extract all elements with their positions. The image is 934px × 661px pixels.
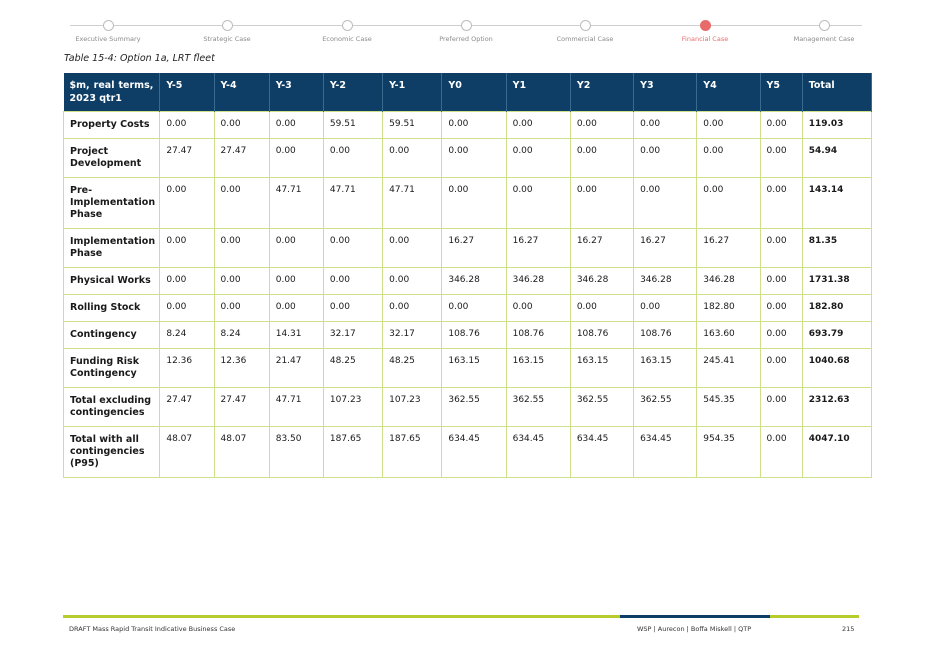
table-cell: 108.76 [442, 322, 506, 349]
table-cell: 16.27 [506, 229, 570, 268]
nav-step-label: Management Case [793, 35, 855, 43]
table-row [64, 349, 872, 388]
row-label: Contingency [64, 322, 160, 349]
active-step-dot-icon [700, 20, 711, 31]
table-cell: 0.00 [160, 295, 214, 322]
table-cell: 634.45 [570, 427, 633, 478]
table-cell: 954.35 [697, 427, 760, 478]
table-row [64, 322, 872, 349]
table-cell: 0.00 [506, 112, 570, 139]
table-cell: 0.00 [634, 112, 697, 139]
nav-step-label: Economic Case [322, 35, 372, 43]
table-cell: 16.27 [442, 229, 506, 268]
table-cell: 163.15 [506, 349, 570, 388]
table-cell: 48.25 [383, 349, 442, 388]
table-cell: 0.00 [323, 139, 382, 178]
column-header: Y4 [697, 73, 760, 112]
table-cell: 163.15 [634, 349, 697, 388]
table-cell: 21.47 [269, 349, 323, 388]
column-header: Y-5 [160, 73, 214, 112]
table-cell: 346.28 [442, 268, 506, 295]
footer-document-title: DRAFT Mass Rapid Transit Indicative Business Case [69, 625, 236, 633]
table-cell: 0.00 [214, 112, 269, 139]
row-label: Property Costs [64, 112, 160, 139]
table-cell: 16.27 [697, 229, 760, 268]
table-cell: 0.00 [214, 295, 269, 322]
step-dot-icon [222, 20, 233, 31]
table-caption: Table 15-4: Option 1a, LRT fleet [64, 53, 215, 64]
table-cell: 346.28 [697, 268, 760, 295]
footer-rule-accent [620, 615, 770, 618]
table-cell: 163.15 [570, 349, 633, 388]
table-row [64, 112, 872, 139]
table-cell: 0.00 [506, 178, 570, 229]
table-cell: 107.23 [383, 388, 442, 427]
table-cell: 48.07 [214, 427, 269, 478]
table-cell: 346.28 [506, 268, 570, 295]
total-cell: 4047.10 [802, 427, 871, 478]
column-header: $m, real terms, 2023 qtr1 [64, 73, 160, 112]
cost-table [63, 73, 872, 478]
row-label: Pre-Implementation Phase [64, 178, 160, 229]
total-cell: 2312.63 [802, 388, 871, 427]
total-cell: 143.14 [802, 178, 871, 229]
page-number: 215 [842, 625, 855, 633]
section-progress-nav [62, 14, 870, 48]
table-cell: 0.00 [323, 295, 382, 322]
table-cell: 12.36 [214, 349, 269, 388]
table-cell: 182.80 [697, 295, 760, 322]
table-cell: 0.00 [570, 178, 633, 229]
table-cell: 27.47 [160, 139, 214, 178]
column-header: Y-1 [383, 73, 442, 112]
table-cell: 0.00 [269, 295, 323, 322]
table-cell: 14.31 [269, 322, 323, 349]
table-row [64, 139, 872, 178]
table-row [64, 295, 872, 322]
table-cell: 27.47 [214, 388, 269, 427]
column-header: Y-2 [323, 73, 382, 112]
table-cell: 0.00 [383, 229, 442, 268]
table-cell: 0.00 [634, 139, 697, 178]
nav-step[interactable] [48, 14, 168, 43]
table-cell: 0.00 [214, 178, 269, 229]
table-cell: 27.47 [214, 139, 269, 178]
table-cell: 163.60 [697, 322, 760, 349]
table-cell: 0.00 [160, 178, 214, 229]
nav-step-label: Strategic Case [203, 35, 251, 43]
table-cell: 0.00 [160, 112, 214, 139]
table-cell: 0.00 [760, 268, 802, 295]
row-label: Rolling Stock [64, 295, 160, 322]
table-cell: 362.55 [442, 388, 506, 427]
step-dot-icon [461, 20, 472, 31]
table-cell: 48.07 [160, 427, 214, 478]
table-cell: 32.17 [323, 322, 382, 349]
row-label: Implementation Phase [64, 229, 160, 268]
table-cell: 0.00 [269, 268, 323, 295]
nav-step[interactable] [167, 14, 287, 43]
table-cell: 108.76 [634, 322, 697, 349]
table-cell: 0.00 [442, 112, 506, 139]
column-header: Total [802, 73, 871, 112]
table-cell: 346.28 [570, 268, 633, 295]
table-cell: 0.00 [760, 349, 802, 388]
total-cell: 81.35 [802, 229, 871, 268]
column-header: Y5 [760, 73, 802, 112]
table-cell: 0.00 [269, 112, 323, 139]
nav-step-label: Commercial Case [556, 35, 614, 43]
column-header: Y1 [506, 73, 570, 112]
table-cell: 47.71 [323, 178, 382, 229]
table-cell: 16.27 [634, 229, 697, 268]
step-dot-icon [103, 20, 114, 31]
table-cell: 634.45 [506, 427, 570, 478]
table-cell: 108.76 [506, 322, 570, 349]
table-row [64, 427, 872, 478]
table-cell: 0.00 [323, 268, 382, 295]
table-cell: 0.00 [442, 295, 506, 322]
table-cell: 0.00 [570, 112, 633, 139]
step-dot-icon [819, 20, 830, 31]
table-cell: 362.55 [570, 388, 633, 427]
table-cell: 634.45 [442, 427, 506, 478]
table-row [64, 178, 872, 229]
nav-step[interactable] [406, 14, 526, 43]
table-cell: 187.65 [383, 427, 442, 478]
table-cell: 0.00 [214, 268, 269, 295]
table-cell: 0.00 [634, 295, 697, 322]
table-cell: 48.25 [323, 349, 382, 388]
column-header: Y2 [570, 73, 633, 112]
table-cell: 0.00 [323, 229, 382, 268]
step-dot-icon [342, 20, 353, 31]
table-cell: 0.00 [760, 178, 802, 229]
table-cell: 8.24 [160, 322, 214, 349]
table-cell: 0.00 [570, 295, 633, 322]
nav-step[interactable] [764, 14, 884, 43]
table-cell: 27.47 [160, 388, 214, 427]
table-cell: 0.00 [383, 268, 442, 295]
table-cell: 0.00 [760, 229, 802, 268]
row-label: Total excluding contingencies [64, 388, 160, 427]
table-cell: 187.65 [323, 427, 382, 478]
table-row [64, 268, 872, 295]
table-cell: 47.71 [269, 178, 323, 229]
table-cell: 108.76 [570, 322, 633, 349]
table-cell: 0.00 [760, 427, 802, 478]
table-cell: 8.24 [214, 322, 269, 349]
row-label: Total with all contingencies (P95) [64, 427, 160, 478]
table-cell: 0.00 [760, 139, 802, 178]
table-cell: 0.00 [442, 178, 506, 229]
nav-step-label: Preferred Option [439, 35, 493, 43]
table-cell: 47.71 [383, 178, 442, 229]
table-cell: 0.00 [506, 295, 570, 322]
table-cell: 163.15 [442, 349, 506, 388]
table-cell: 0.00 [760, 322, 802, 349]
table-cell: 0.00 [697, 139, 760, 178]
nav-step[interactable] [645, 14, 765, 43]
total-cell: 119.03 [802, 112, 871, 139]
table-cell: 0.00 [160, 268, 214, 295]
table-cell: 0.00 [760, 112, 802, 139]
step-dot-icon [580, 20, 591, 31]
total-cell: 1040.68 [802, 349, 871, 388]
table-cell: 0.00 [214, 229, 269, 268]
nav-step-label: Executive Summary [75, 35, 141, 43]
table-row [64, 388, 872, 427]
row-label: Physical Works [64, 268, 160, 295]
table-cell: 0.00 [570, 139, 633, 178]
nav-step[interactable] [525, 14, 645, 43]
table-cell: 59.51 [323, 112, 382, 139]
table-cell: 0.00 [160, 229, 214, 268]
row-label: Project Development [64, 139, 160, 178]
table-row [64, 229, 872, 268]
table-cell: 16.27 [570, 229, 633, 268]
table-cell: 0.00 [760, 388, 802, 427]
total-cell: 1731.38 [802, 268, 871, 295]
nav-step-label: Financial Case [681, 35, 729, 43]
table-header-row [64, 73, 872, 112]
column-header: Y3 [634, 73, 697, 112]
table-cell: 0.00 [383, 139, 442, 178]
table-cell: 0.00 [634, 178, 697, 229]
nav-step[interactable] [287, 14, 407, 43]
table-cell: 12.36 [160, 349, 214, 388]
table-cell: 32.17 [383, 322, 442, 349]
table-cell: 362.55 [634, 388, 697, 427]
table-cell: 0.00 [383, 295, 442, 322]
row-label: Funding Risk Contingency [64, 349, 160, 388]
table-cell: 107.23 [323, 388, 382, 427]
table-cell: 634.45 [634, 427, 697, 478]
total-cell: 54.94 [802, 139, 871, 178]
table-cell: 0.00 [269, 229, 323, 268]
table-cell: 59.51 [383, 112, 442, 139]
column-header: Y-3 [269, 73, 323, 112]
total-cell: 693.79 [802, 322, 871, 349]
table-cell: 545.35 [697, 388, 760, 427]
table-cell: 0.00 [697, 178, 760, 229]
table-cell: 0.00 [697, 112, 760, 139]
table-cell: 346.28 [634, 268, 697, 295]
total-cell: 182.80 [802, 295, 871, 322]
footer-authors: WSP | Aurecon | Boffa Miskell | QTP [637, 625, 752, 633]
table-cell: 0.00 [760, 295, 802, 322]
table-cell: 47.71 [269, 388, 323, 427]
table-cell: 0.00 [269, 139, 323, 178]
column-header: Y0 [442, 73, 506, 112]
table-cell: 0.00 [506, 139, 570, 178]
table-cell: 362.55 [506, 388, 570, 427]
table-cell: 245.41 [697, 349, 760, 388]
table-cell: 83.50 [269, 427, 323, 478]
table-cell: 0.00 [442, 139, 506, 178]
column-header: Y-4 [214, 73, 269, 112]
